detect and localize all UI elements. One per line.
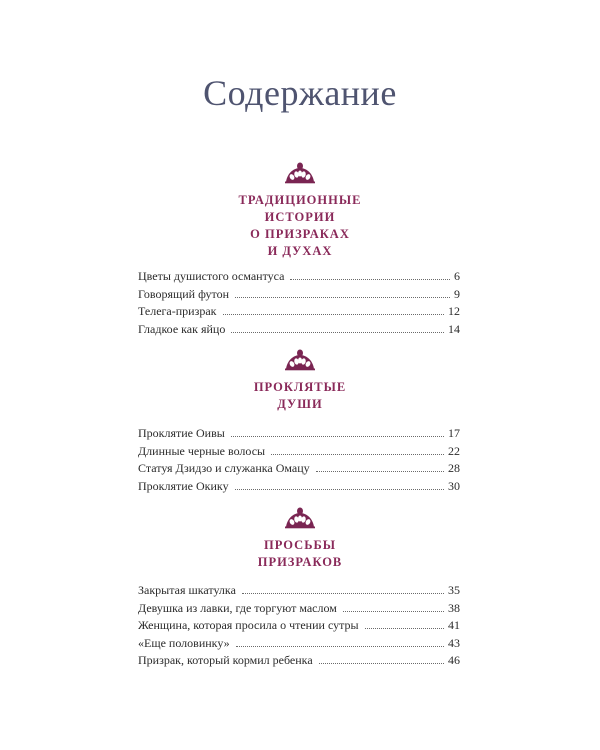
- dot-leader: [231, 332, 444, 333]
- fan-flower-icon: [283, 507, 317, 529]
- toc-entry-title: Проклятие Окику: [138, 478, 229, 493]
- toc-entry-title: Женщина, которая просила о чтении сутры: [138, 618, 359, 632]
- toc-entry-page: 12: [448, 304, 460, 318]
- toc-entry-page: 28: [448, 461, 460, 475]
- toc-entry-title: «Еще половинку»: [138, 635, 230, 650]
- toc-entry-title: Телега-призрак: [138, 304, 217, 318]
- toc-entry[interactable]: [138, 425, 460, 443]
- toc-entry[interactable]: [138, 652, 460, 670]
- dot-leader: [290, 279, 450, 280]
- toc-entry-page: 35: [448, 583, 460, 597]
- section-title-line: О ПРИЗРАКАХ: [250, 227, 350, 241]
- toc-entry-page: 46: [448, 653, 460, 667]
- toc-entry-page: 41: [448, 618, 460, 632]
- toc-entry[interactable]: [138, 478, 460, 496]
- dot-leader: [316, 471, 444, 472]
- page-title: Содержание: [203, 73, 397, 113]
- section-title-line: ПРОКЛЯТЫЕ: [253, 380, 347, 394]
- section-traditional: [0, 162, 600, 260]
- section-title-line: И ДУХАХ: [267, 244, 333, 258]
- toc-entry-page: 22: [448, 443, 460, 458]
- section-title: [0, 537, 600, 571]
- toc-entry-title: Проклятие Оивы: [138, 426, 225, 440]
- toc-entry[interactable]: [138, 268, 460, 286]
- toc-entry-page: 30: [448, 478, 460, 493]
- toc-list-ghost-requests: [138, 582, 460, 670]
- toc-entry-title: Гладкое как яйцо: [138, 321, 226, 336]
- toc-entry-title: Закрытая шкатулка: [138, 583, 236, 597]
- toc-entry-title: Статуя Дзидзо и служанка Омацу: [138, 461, 310, 475]
- toc-entry[interactable]: [138, 286, 460, 304]
- dot-leader: [236, 646, 444, 647]
- dot-leader: [223, 314, 445, 315]
- dot-leader: [235, 489, 444, 490]
- section-title-line: ПРИЗРАКОВ: [257, 555, 343, 569]
- toc-entry[interactable]: [138, 582, 460, 600]
- dot-leader: [343, 611, 444, 612]
- toc-entry-title: Говорящий футон: [138, 286, 230, 301]
- section-title-line: ИСТОРИИ: [264, 210, 336, 224]
- toc-entry[interactable]: [138, 443, 460, 461]
- toc-entry-title: Цветы душистого османтуса: [138, 269, 285, 283]
- toc-list-traditional: [138, 268, 460, 338]
- dot-leader: [235, 297, 450, 298]
- toc-entry[interactable]: [138, 321, 460, 339]
- section-title-line: ДУШИ: [277, 397, 323, 411]
- toc-entry-page: 38: [448, 600, 460, 615]
- toc-entry-page: 6: [454, 269, 460, 283]
- dot-leader: [319, 663, 444, 664]
- dot-leader: [242, 593, 444, 594]
- dot-leader: [231, 436, 444, 437]
- section-ghost-requests: [0, 507, 600, 571]
- toc-entry-page: 14: [448, 321, 460, 336]
- toc-entry[interactable]: [138, 600, 460, 618]
- fan-flower-icon: [283, 162, 317, 184]
- section-title-line: ТРАДИЦИОННЫЕ: [238, 193, 362, 207]
- toc-entry[interactable]: [138, 303, 460, 321]
- dot-leader: [271, 454, 444, 455]
- toc-entry[interactable]: [138, 617, 460, 635]
- dot-leader: [365, 628, 444, 629]
- toc-entry-page: 17: [448, 426, 460, 440]
- section-title-line: ПРОСЬБЫ: [264, 538, 336, 552]
- toc-entry-page: 43: [448, 635, 460, 650]
- toc-entry-title: Длинные черные волосы: [138, 443, 266, 458]
- toc-entry[interactable]: [138, 635, 460, 653]
- toc-entry-title: Призрак, который кормил ребенка: [138, 653, 313, 667]
- fan-flower-icon: [283, 349, 317, 371]
- section-cursed-souls: [0, 349, 600, 413]
- toc-entry-page: 9: [454, 286, 460, 301]
- toc-entry-title: Девушка из лавки, где торгуют маслом: [138, 600, 337, 615]
- toc-entry[interactable]: [138, 460, 460, 478]
- section-title: [0, 379, 600, 413]
- section-title: [0, 192, 600, 260]
- toc-list-cursed-souls: [138, 425, 460, 495]
